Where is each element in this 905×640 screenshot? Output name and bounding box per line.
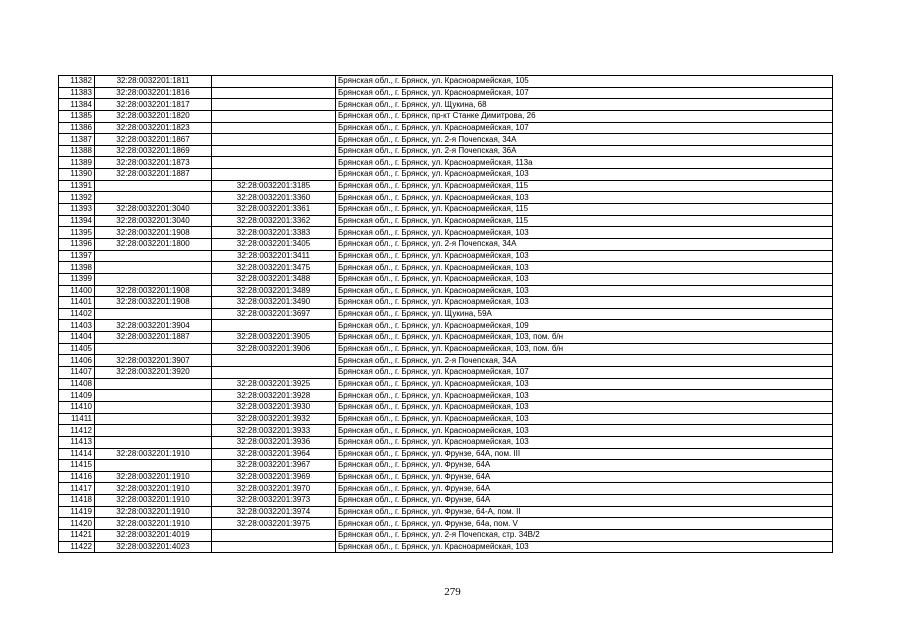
registry-table — [58, 75, 833, 553]
cadastral-number-cell: 32:28:0032201:1867 — [95, 134, 212, 146]
cadastral-number-cell: 32:28:0032201:1823 — [95, 122, 212, 134]
table-row — [59, 401, 833, 413]
row-number-cell: 11401 — [59, 297, 95, 309]
table-row — [59, 87, 833, 99]
table-row — [59, 227, 833, 239]
address-cell: Брянская обл., г. Брянск, ул. Щукина, 68 — [336, 99, 833, 111]
object-cadastral-number-cell: 32:28:0032201:3489 — [212, 285, 336, 297]
address-cell: Брянская обл., г. Брянск, ул. Фрунзе, 64А — [336, 495, 833, 507]
address-cell: Брянская обл., г. Брянск, ул. 2-я Почепская, 34А — [336, 238, 833, 250]
object-cadastral-number-cell: 32:28:0032201:3488 — [212, 273, 336, 285]
address-cell: Брянская обл., г. Брянск, ул. 2-я Почепская, 34А — [336, 134, 833, 146]
cadastral-number-cell: 32:28:0032201:3907 — [95, 355, 212, 367]
address-cell: Брянская обл., г. Брянск, ул. Фрунзе, 64А — [336, 460, 833, 472]
row-number-cell: 11386 — [59, 122, 95, 134]
cadastral-number-cell: 32:28:0032201:1873 — [95, 157, 212, 169]
cadastral-number-cell: 32:28:0032201:1908 — [95, 285, 212, 297]
cadastral-number-cell: 32:28:0032201:3920 — [95, 367, 212, 379]
table-row — [59, 529, 833, 541]
object-cadastral-number-cell: 32:28:0032201:3475 — [212, 262, 336, 274]
table-row — [59, 483, 833, 495]
address-cell: Брянская обл., г. Брянск, ул. Красноармейская, 103 — [336, 273, 833, 285]
object-cadastral-number-cell: 32:28:0032201:3973 — [212, 495, 336, 507]
row-number-cell: 11422 — [59, 541, 95, 553]
object-cadastral-number-cell: 32:28:0032201:3697 — [212, 308, 336, 320]
address-cell: Брянская обл., г. Брянск, ул. Красноармейская, 103 — [336, 250, 833, 262]
object-cadastral-number-cell — [212, 529, 336, 541]
object-cadastral-number-cell — [212, 122, 336, 134]
object-cadastral-number-cell: 32:28:0032201:3970 — [212, 483, 336, 495]
row-number-cell: 11418 — [59, 495, 95, 507]
cadastral-number-cell: 32:28:0032201:1816 — [95, 87, 212, 99]
table-row — [59, 204, 833, 216]
object-cadastral-number-cell — [212, 99, 336, 111]
address-cell: Брянская обл., г. Брянск, ул. Красноармейская, 109 — [336, 320, 833, 332]
address-cell: Брянская обл., г. Брянск, ул. Фрунзе, 64А, пом. III — [336, 448, 833, 460]
row-number-cell: 11402 — [59, 308, 95, 320]
row-number-cell: 11412 — [59, 425, 95, 437]
cadastral-number-cell: 32:28:0032201:3040 — [95, 204, 212, 216]
address-cell: Брянская обл., г. Брянск, ул. Красноармейская, 103, пом. б/н — [336, 343, 833, 355]
object-cadastral-number-cell: 32:28:0032201:3360 — [212, 192, 336, 204]
table-row — [59, 425, 833, 437]
registry-table-body — [59, 76, 833, 553]
row-number-cell: 11388 — [59, 145, 95, 157]
table-row — [59, 192, 833, 204]
object-cadastral-number-cell: 32:28:0032201:3936 — [212, 436, 336, 448]
cadastral-number-cell: 32:28:0032201:1910 — [95, 448, 212, 460]
table-row — [59, 320, 833, 332]
row-number-cell: 11419 — [59, 506, 95, 518]
address-cell: Брянская обл., г. Брянск, ул. Фрунзе, 64а, пом. V — [336, 518, 833, 530]
object-cadastral-number-cell: 32:28:0032201:3932 — [212, 413, 336, 425]
cadastral-number-cell: 32:28:0032201:1887 — [95, 332, 212, 344]
address-cell: Брянская обл., г. Брянск, ул. Красноармейская, 113а — [336, 157, 833, 169]
address-cell: Брянская обл., г. Брянск, ул. 2-я Почепская, стр. 34В/2 — [336, 529, 833, 541]
table-row — [59, 471, 833, 483]
cadastral-number-cell: 32:28:0032201:4019 — [95, 529, 212, 541]
address-cell: Брянская обл., г. Брянск, ул. Красноармейская, 105 — [336, 76, 833, 88]
address-cell: Брянская обл., г. Брянск, ул. Красноармейская, 107 — [336, 367, 833, 379]
object-cadastral-number-cell: 32:28:0032201:3361 — [212, 204, 336, 216]
object-cadastral-number-cell: 32:28:0032201:3974 — [212, 506, 336, 518]
object-cadastral-number-cell: 32:28:0032201:3969 — [212, 471, 336, 483]
object-cadastral-number-cell — [212, 541, 336, 553]
table-row — [59, 460, 833, 472]
table-row — [59, 448, 833, 460]
cadastral-number-cell: 32:28:0032201:1820 — [95, 110, 212, 122]
object-cadastral-number-cell: 32:28:0032201:3933 — [212, 425, 336, 437]
cadastral-number-cell: 32:28:0032201:1908 — [95, 227, 212, 239]
address-cell: Брянская обл., г. Брянск, ул. Красноармейская, 103 — [336, 262, 833, 274]
cadastral-number-cell: 32:28:0032201:4023 — [95, 541, 212, 553]
row-number-cell: 11408 — [59, 378, 95, 390]
row-number-cell: 11393 — [59, 204, 95, 216]
cadastral-number-cell — [95, 425, 212, 437]
object-cadastral-number-cell: 32:28:0032201:3185 — [212, 180, 336, 192]
table-row — [59, 332, 833, 344]
row-number-cell: 11384 — [59, 99, 95, 111]
address-cell: Брянская обл., г. Брянск, ул. Красноармейская, 103 — [336, 378, 833, 390]
table-row — [59, 355, 833, 367]
address-cell: Брянская обл., г. Брянск, ул. Красноармейская, 103 — [336, 401, 833, 413]
row-number-cell: 11383 — [59, 87, 95, 99]
object-cadastral-number-cell — [212, 87, 336, 99]
row-number-cell: 11406 — [59, 355, 95, 367]
table-row — [59, 541, 833, 553]
cadastral-number-cell: 32:28:0032201:1910 — [95, 495, 212, 507]
row-number-cell: 11407 — [59, 367, 95, 379]
row-number-cell: 11382 — [59, 76, 95, 88]
table-row — [59, 367, 833, 379]
address-cell: Брянская обл., г. Брянск, ул. Красноармейская, 103 — [336, 413, 833, 425]
object-cadastral-number-cell: 32:28:0032201:3411 — [212, 250, 336, 262]
object-cadastral-number-cell — [212, 169, 336, 181]
object-cadastral-number-cell: 32:28:0032201:3930 — [212, 401, 336, 413]
row-number-cell: 11405 — [59, 343, 95, 355]
row-number-cell: 11385 — [59, 110, 95, 122]
address-cell: Брянская обл., г. Брянск, ул. Красноармейская, 115 — [336, 204, 833, 216]
address-cell: Брянская обл., г. Брянск, ул. Красноармейская, 103 — [336, 425, 833, 437]
table-row — [59, 215, 833, 227]
cadastral-number-cell — [95, 401, 212, 413]
cadastral-number-cell — [95, 308, 212, 320]
row-number-cell: 11420 — [59, 518, 95, 530]
cadastral-number-cell: 32:28:0032201:1910 — [95, 506, 212, 518]
cadastral-number-cell — [95, 413, 212, 425]
cadastral-number-cell — [95, 262, 212, 274]
address-cell: Брянская обл., г. Брянск, ул. Красноармейская, 103 — [336, 169, 833, 181]
table-row — [59, 308, 833, 320]
table-row — [59, 413, 833, 425]
row-number-cell: 11387 — [59, 134, 95, 146]
address-cell: Брянская обл., г. Брянск, ул. Красноармейская, 103 — [336, 541, 833, 553]
table-row — [59, 436, 833, 448]
address-cell: Брянская обл., г. Брянск, ул. Фрунзе, 64А — [336, 471, 833, 483]
cadastral-number-cell — [95, 192, 212, 204]
object-cadastral-number-cell — [212, 157, 336, 169]
object-cadastral-number-cell — [212, 76, 336, 88]
cadastral-number-cell — [95, 250, 212, 262]
cadastral-number-cell — [95, 378, 212, 390]
table-row — [59, 76, 833, 88]
row-number-cell: 11415 — [59, 460, 95, 472]
address-cell: Брянская обл., г. Брянск, ул. Красноармейская, 115 — [336, 215, 833, 227]
address-cell: Брянская обл., г. Брянск, ул. Красноармейская, 103 — [336, 436, 833, 448]
address-cell: Брянская обл., г. Брянск, ул. Фрунзе, 64-А, пом. II — [336, 506, 833, 518]
address-cell: Брянская обл., г. Брянск, ул. Красноармейская, 103 — [336, 390, 833, 402]
page-number: 279 — [444, 586, 461, 598]
row-number-cell: 11392 — [59, 192, 95, 204]
row-number-cell: 11421 — [59, 529, 95, 541]
object-cadastral-number-cell — [212, 355, 336, 367]
row-number-cell: 11413 — [59, 436, 95, 448]
row-number-cell: 11398 — [59, 262, 95, 274]
cadastral-number-cell: 32:28:0032201:1869 — [95, 145, 212, 157]
row-number-cell: 11397 — [59, 250, 95, 262]
object-cadastral-number-cell — [212, 110, 336, 122]
cadastral-number-cell: 32:28:0032201:1908 — [95, 297, 212, 309]
address-cell: Брянская обл., г. Брянск, пр-кт Станке Димитрова, 26 — [336, 110, 833, 122]
address-cell: Брянская обл., г. Брянск, ул. 2-я Почепская, 36А — [336, 145, 833, 157]
table-row — [59, 343, 833, 355]
object-cadastral-number-cell: 32:28:0032201:3905 — [212, 332, 336, 344]
table-row — [59, 262, 833, 274]
cadastral-number-cell — [95, 180, 212, 192]
table-row — [59, 297, 833, 309]
object-cadastral-number-cell: 32:28:0032201:3405 — [212, 238, 336, 250]
table-row — [59, 157, 833, 169]
object-cadastral-number-cell — [212, 320, 336, 332]
table-row — [59, 122, 833, 134]
address-cell: Брянская обл., г. Брянск, ул. Красноармейская, 107 — [336, 87, 833, 99]
cadastral-number-cell — [95, 273, 212, 285]
address-cell: Брянская обл., г. Брянск, ул. 2-я Почепская, 34А — [336, 355, 833, 367]
object-cadastral-number-cell: 32:28:0032201:3906 — [212, 343, 336, 355]
cadastral-number-cell: 32:28:0032201:1910 — [95, 483, 212, 495]
address-cell: Брянская обл., г. Брянск, ул. Красноармейская, 103 — [336, 227, 833, 239]
row-number-cell: 11394 — [59, 215, 95, 227]
address-cell: Брянская обл., г. Брянск, ул. Фрунзе, 64А — [336, 483, 833, 495]
address-cell: Брянская обл., г. Брянск, ул. Красноармейская, 107 — [336, 122, 833, 134]
address-cell: Брянская обл., г. Брянск, ул. Красноармейская, 103 — [336, 297, 833, 309]
row-number-cell: 11410 — [59, 401, 95, 413]
cadastral-number-cell — [95, 343, 212, 355]
address-cell: Брянская обл., г. Брянск, ул. Красноармейская, 103 — [336, 285, 833, 297]
row-number-cell: 11417 — [59, 483, 95, 495]
row-number-cell: 11409 — [59, 390, 95, 402]
address-cell: Брянская обл., г. Брянск, ул. Красноармейская, 103, пом. б/н — [336, 332, 833, 344]
cadastral-number-cell: 32:28:0032201:1910 — [95, 471, 212, 483]
cadastral-number-cell: 32:28:0032201:1910 — [95, 518, 212, 530]
cadastral-number-cell: 32:28:0032201:1800 — [95, 238, 212, 250]
row-number-cell: 11404 — [59, 332, 95, 344]
cadastral-number-cell: 32:28:0032201:3040 — [95, 215, 212, 227]
cadastral-number-cell: 32:28:0032201:1887 — [95, 169, 212, 181]
cadastral-number-cell — [95, 460, 212, 472]
object-cadastral-number-cell: 32:28:0032201:3964 — [212, 448, 336, 460]
row-number-cell: 11396 — [59, 238, 95, 250]
row-number-cell: 11411 — [59, 413, 95, 425]
object-cadastral-number-cell: 32:28:0032201:3967 — [212, 460, 336, 472]
object-cadastral-number-cell: 32:28:0032201:3362 — [212, 215, 336, 227]
row-number-cell: 11391 — [59, 180, 95, 192]
object-cadastral-number-cell — [212, 367, 336, 379]
address-cell: Брянская обл., г. Брянск, ул. Щукина, 59А — [336, 308, 833, 320]
row-number-cell: 11414 — [59, 448, 95, 460]
table-row — [59, 238, 833, 250]
row-number-cell: 11390 — [59, 169, 95, 181]
row-number-cell: 11400 — [59, 285, 95, 297]
cadastral-number-cell: 32:28:0032201:1811 — [95, 76, 212, 88]
table-row — [59, 285, 833, 297]
cadastral-number-cell — [95, 390, 212, 402]
row-number-cell: 11395 — [59, 227, 95, 239]
address-cell: Брянская обл., г. Брянск, ул. Красноармейская, 115 — [336, 180, 833, 192]
row-number-cell: 11416 — [59, 471, 95, 483]
table-row — [59, 110, 833, 122]
object-cadastral-number-cell — [212, 134, 336, 146]
address-cell: Брянская обл., г. Брянск, ул. Красноармейская, 103 — [336, 192, 833, 204]
cadastral-number-cell: 32:28:0032201:3904 — [95, 320, 212, 332]
table-row — [59, 250, 833, 262]
table-row — [59, 273, 833, 285]
object-cadastral-number-cell — [212, 145, 336, 157]
object-cadastral-number-cell: 32:28:0032201:3490 — [212, 297, 336, 309]
table-row — [59, 506, 833, 518]
object-cadastral-number-cell: 32:28:0032201:3383 — [212, 227, 336, 239]
table-row — [59, 390, 833, 402]
table-row — [59, 99, 833, 111]
row-number-cell: 11403 — [59, 320, 95, 332]
object-cadastral-number-cell: 32:28:0032201:3975 — [212, 518, 336, 530]
row-number-cell: 11389 — [59, 157, 95, 169]
table-row — [59, 180, 833, 192]
object-cadastral-number-cell: 32:28:0032201:3925 — [212, 378, 336, 390]
table-row — [59, 518, 833, 530]
table-row — [59, 495, 833, 507]
row-number-cell: 11399 — [59, 273, 95, 285]
cadastral-number-cell — [95, 436, 212, 448]
table-row — [59, 145, 833, 157]
table-row — [59, 378, 833, 390]
table-row — [59, 134, 833, 146]
table-row — [59, 169, 833, 181]
object-cadastral-number-cell: 32:28:0032201:3928 — [212, 390, 336, 402]
cadastral-number-cell: 32:28:0032201:1817 — [95, 99, 212, 111]
